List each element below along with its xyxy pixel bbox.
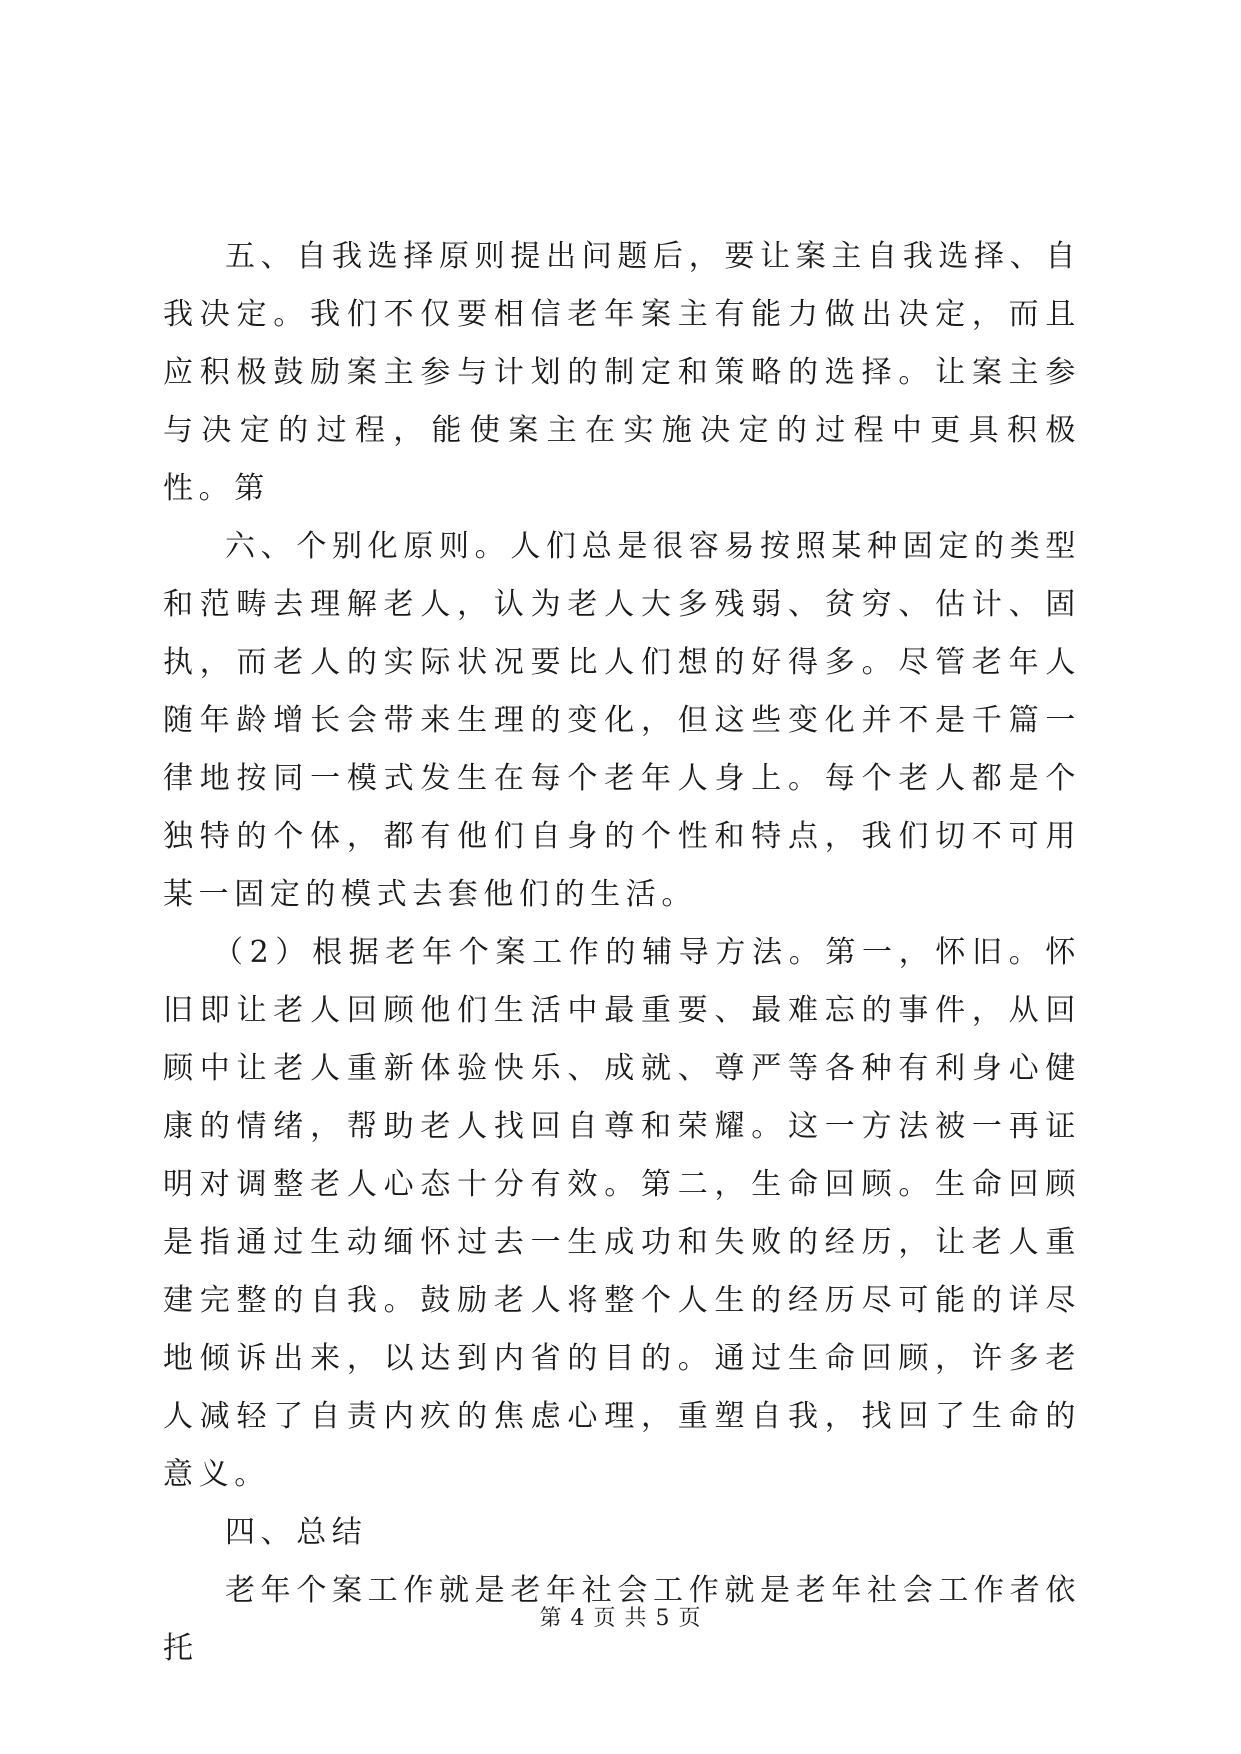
paragraph-individualization-principle: 六、个别化原则。人们总是很容易按照某种固定的类型和范畴去理解老人，认为老人大多残弱、贫穷、估计、固执，而老人的实际状况要比人们想的好得多。尽管老年人随年龄增长会带来生理的变化，但这些变化并不是千篇一律地按同一模式发生在每个老年人身上。每个老人都是个独特的个体，都有他们自身的个性和特点，我们切不可用某一固定的模式去套他们的生活。 <box>163 529 1081 912</box>
document-body <box>163 228 1081 1678</box>
paragraph-summary: 老年个案工作就是老年社会工作就是老年社会工作者依托 <box>163 1573 1081 1666</box>
paragraph-counseling-methods: （2）根据老年个案工作的辅导方法。第一，怀旧。怀旧即让老人回顾他们生活中最重要、最难忘的事件，从回顾中让老人重新体验快乐、成就、尊严等各种有利身心健康的情绪，帮助老人找回自尊和荣耀。这一方法被一再证明对调整老人心态十分有效。第二，生命回顾。生命回顾是指通过生动缅怀过去一生成功和失败的经历，让老人重建完整的自我。鼓励老人将整个人生的经历尽可能的详尽地倾诉出来，以达到内省的目的。通过生命回顾，许多老人减轻了自责内疚的焦虑心理，重塑自我，找回了生命的意义。 <box>163 935 1081 1492</box>
section-heading-summary: 四、总结 <box>225 1515 368 1550</box>
paragraph-self-choice-principle: 五、自我选择原则提出问题后，要让案主自我选择、自我决定。我们不仅要相信老年案主有能力做出决定，而且应积极鼓励案主参与计划的制定和策略的选择。让案主参与决定的过程，能使案主在实施决定的过程中更具积极性。第 <box>163 239 1081 506</box>
page-number-footer: 第 4 页 共 5 页 <box>539 1606 702 1631</box>
